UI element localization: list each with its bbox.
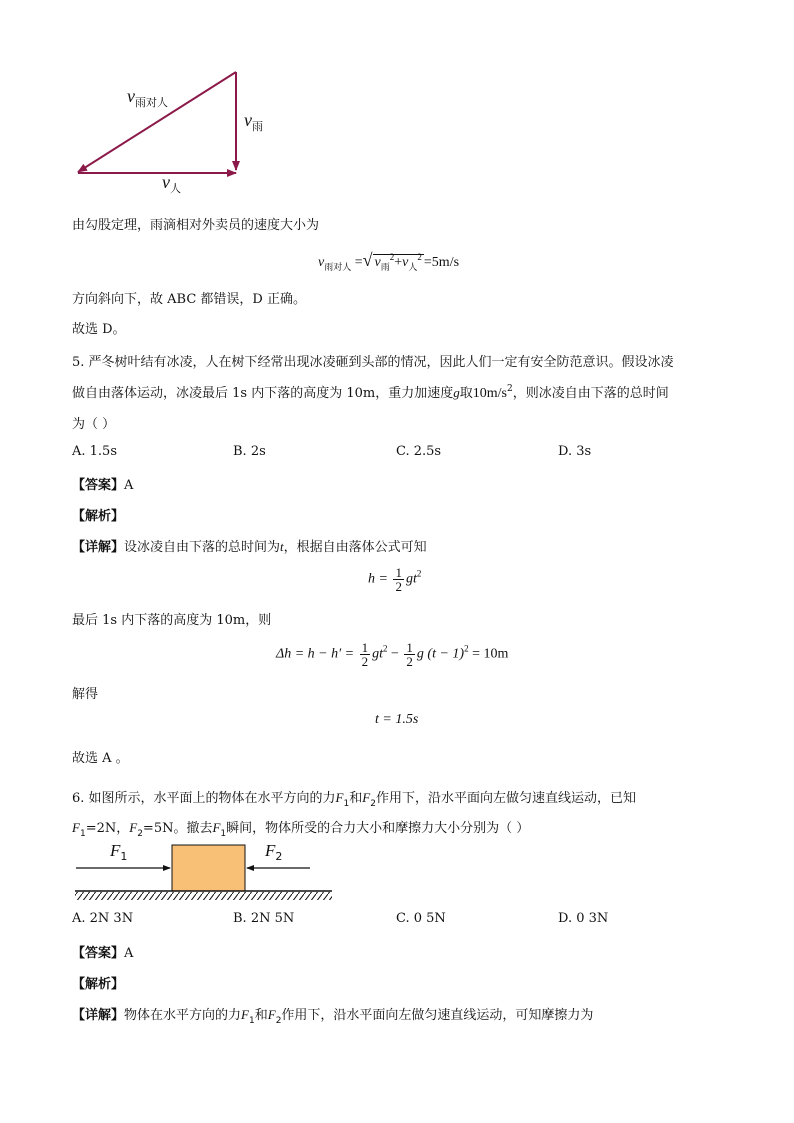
block: [172, 845, 245, 891]
label-v-rain: $v_雨$: [244, 110, 263, 133]
q6-option-a[interactable]: A. 2N 3N: [72, 911, 134, 926]
q6-option-c[interactable]: C. 0 5N: [396, 911, 446, 926]
q6-stem-line2: $F_1=2N$，$F_2=5N$。撤去$F_1$瞬间，物体所受的合力大小和摩擦力大小分别为（ ）: [72, 820, 530, 839]
q5-option-c[interactable]: C. 2.5s: [396, 444, 442, 459]
q5-conclusion: 故选 A 。: [72, 751, 129, 766]
q6-option-d[interactable]: D. 0 3N: [558, 911, 609, 926]
q5-option-d[interactable]: D. 3s: [558, 444, 592, 459]
label-v-person: $v_人$: [162, 172, 181, 195]
q6-answer: 【答案】A: [72, 946, 134, 961]
q5-equation-2: Δh = h − h′ = $\frac{1}{2}$ $gt^2$ − $\frac{1}{2}$ g $(t - 1)^2 = 10m$: [276, 640, 509, 669]
q5-stem-line1: 5. 严冬树叶结有冰凌，人在树下经常出现冰凌砸到头部的情况，因此人们一定有安全防范意识。假设冰凌: [72, 355, 674, 370]
q5-option-b[interactable]: B. 2s: [233, 444, 266, 459]
relative-speed-formula: $v_{雨对人}$ =√ $v_雨^2+v_人^2 =5m/s$: [318, 250, 460, 273]
direction-line: 方向斜向下，故 ABC 都错误，D 正确。: [72, 292, 306, 307]
q5-solve-label: 解得: [72, 687, 99, 702]
q5-last-second-line: 最后 1s 内下落的高度为 10m，则: [72, 613, 272, 628]
q5-detail-line1: 【详解】设冰凌自由下落的总时间为t，根据自由落体公式可知: [72, 539, 427, 555]
ground-hatch: [75, 892, 332, 900]
q5-answer: 【答案】A: [72, 478, 134, 493]
pythagorean-line: 由勾股定理，雨滴相对外卖员的速度大小为: [72, 218, 320, 233]
label-v-rain-relative: $v_{雨对人}$: [127, 86, 168, 109]
q6-analysis-tag: 【解析】: [72, 977, 125, 992]
q6-option-b[interactable]: B. 2N 5N: [233, 911, 295, 926]
q5-equation-1: h = $\frac{1}{2}$ $gt^2$: [368, 565, 422, 594]
q6-stem-line1: 6. 如图所示，水平面上的物体在水平方向的力$F_1$和$F_2$作用下，沿水平面向左做匀速直线运动，已知: [72, 790, 636, 809]
q5-analysis-tag: 【解析】: [72, 509, 125, 524]
label-f2: $F_2$: [265, 841, 283, 863]
q5-equation-3: t = 1.5s: [375, 712, 419, 727]
q5-stem-line3: 为（ ）: [72, 417, 116, 432]
q6-detail-line: 【详解】物体在水平方向的力$F_1$和$F_2$作用下，沿水平面向左做匀速直线运动，可知摩擦力为: [72, 1007, 594, 1026]
label-f1: $F_1$: [110, 841, 128, 863]
q5-option-a[interactable]: A. 1.5s: [72, 444, 117, 459]
q5-stem-line2: 做自由落体运动，冰凌最后 1s 内下落的高度为 10m，重力加速度g取$10m/s^2$，则冰凌自由下落的总时间: [72, 384, 669, 401]
q4-conclusion: 故选 D。: [72, 322, 126, 337]
